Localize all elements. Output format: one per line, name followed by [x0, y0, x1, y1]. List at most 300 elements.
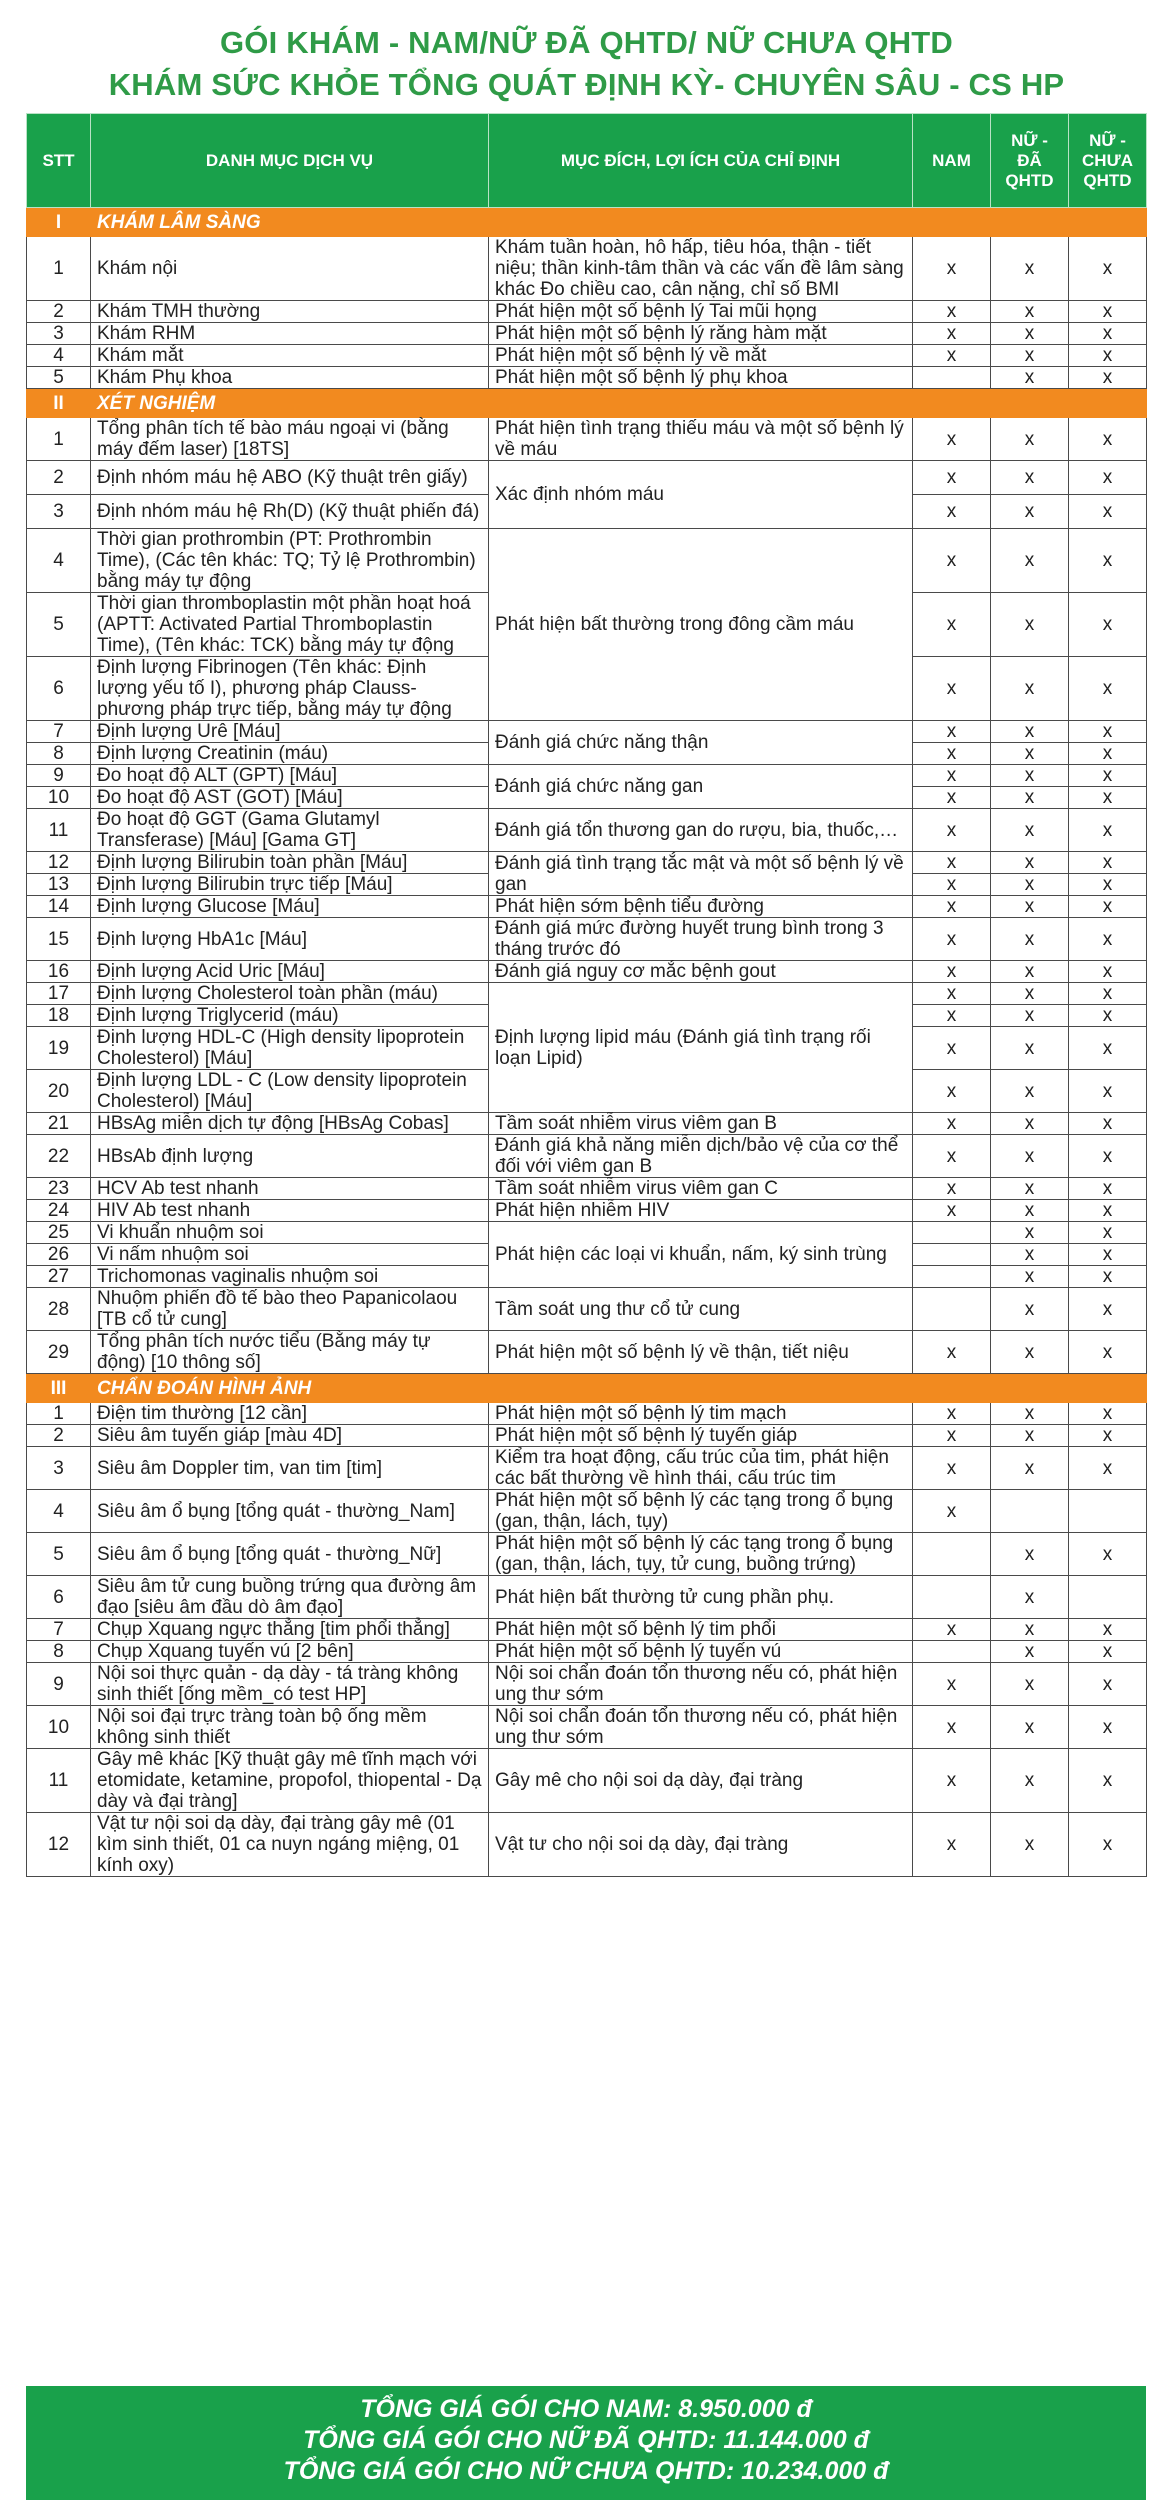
mark-nam: x	[913, 345, 991, 367]
service-purpose: Định lượng lipid máu (Đánh giá tình trạng rối loạn Lipid)	[489, 983, 913, 1113]
table-row	[27, 345, 1147, 367]
mark-nam: x	[913, 1027, 991, 1070]
service-name: Thời gian prothrombin (PT: Prothrombin Time), (Các tên khác: TQ; Tỷ lệ Prothrombin) bằng máy tự động	[91, 529, 489, 593]
mark-nam: x	[913, 809, 991, 852]
service-name: Nội soi thực quản - dạ dày - tá tràng không sinh thiết [ống mềm_có test HP]	[91, 1663, 489, 1706]
row-number: 19	[27, 1027, 91, 1070]
service-purpose: Phát hiện một số bệnh lý tuyến vú	[489, 1641, 913, 1663]
mark-nu-chua: x	[1069, 367, 1147, 389]
mark-nu-da: x	[991, 961, 1069, 983]
mark-nu-da: x	[991, 461, 1069, 495]
mark-nu-da: x	[991, 301, 1069, 323]
mark-nam	[913, 1244, 991, 1266]
table-row	[27, 918, 1147, 961]
row-number: 15	[27, 918, 91, 961]
table-row	[27, 1222, 1147, 1244]
mark-nu-da: x	[991, 1070, 1069, 1113]
mark-nu-da: x	[991, 787, 1069, 809]
mark-nu-da: x	[991, 1331, 1069, 1374]
mark-nu-chua: x	[1069, 1447, 1147, 1490]
mark-nu-da: x	[991, 1200, 1069, 1222]
table-row	[27, 1288, 1147, 1331]
service-purpose: Đánh giá chức năng gan	[489, 765, 913, 809]
service-name: Chụp Xquang ngực thẳng [tim phổi thẳng]	[91, 1619, 489, 1641]
row-number: 4	[27, 1490, 91, 1533]
mark-nu-chua: x	[1069, 809, 1147, 852]
service-purpose: Đánh giá tình trạng tắc mật và một số bệnh lý về gan	[489, 852, 913, 896]
mark-nam: x	[913, 721, 991, 743]
row-number: 1	[27, 237, 91, 301]
mark-nu-da: x	[991, 418, 1069, 461]
mark-nu-da: x	[991, 765, 1069, 787]
mark-nam: x	[913, 1070, 991, 1113]
mark-nu-chua: x	[1069, 1331, 1147, 1374]
mark-nam: x	[913, 896, 991, 918]
table-row	[27, 1641, 1147, 1663]
row-number: 5	[27, 1533, 91, 1576]
mark-nu-chua: x	[1069, 1070, 1147, 1113]
mark-nu-da: x	[991, 657, 1069, 721]
mark-nu-chua	[1069, 1490, 1147, 1533]
mark-nam: x	[913, 529, 991, 593]
mark-nu-chua: x	[1069, 1222, 1147, 1244]
table-row	[27, 1447, 1147, 1490]
mark-nu-chua: x	[1069, 1244, 1147, 1266]
row-number: 25	[27, 1222, 91, 1244]
title-line-2: KHÁM SỨC KHỎE TỔNG QUÁT ĐỊNH KỲ- CHUYÊN SÂU - CS HP	[108, 67, 1065, 102]
mark-nu-chua: x	[1069, 1200, 1147, 1222]
row-number: 3	[27, 495, 91, 529]
service-purpose: Nội soi chẩn đoán tổn thương nếu có, phát hiện ung thư sớm	[489, 1663, 913, 1706]
row-number: 1	[27, 1403, 91, 1425]
service-purpose: Phát hiện bất thường trong đông cầm máu	[489, 529, 913, 721]
service-purpose: Phát hiện một số bệnh lý các tạng trong ổ bụng (gan, thận, lách, tụy, tử cung, buồng trứng)	[489, 1533, 913, 1576]
table-row	[27, 367, 1147, 389]
mark-nam: x	[913, 657, 991, 721]
mark-nam: x	[913, 1135, 991, 1178]
service-name: HIV Ab test nhanh	[91, 1200, 489, 1222]
service-purpose: Tầm soát nhiễm virus viêm gan C	[489, 1178, 913, 1200]
service-name: Định lượng Bilirubin toàn phần [Máu]	[91, 852, 489, 874]
service-name: Định lượng Bilirubin trực tiếp [Máu]	[91, 874, 489, 896]
service-name: Định nhóm máu hệ Rh(D) (Kỹ thuật phiến đá)	[91, 495, 489, 529]
mark-nam: x	[913, 765, 991, 787]
mark-nam: x	[913, 1813, 991, 1877]
table-row	[27, 1490, 1147, 1533]
service-name: Khám Phụ khoa	[91, 367, 489, 389]
service-name: Trichomonas vaginalis nhuộm soi	[91, 1266, 489, 1288]
table-row	[27, 237, 1147, 301]
mark-nu-da: x	[991, 323, 1069, 345]
service-purpose: Phát hiện một số bệnh lý về thận, tiết niệu	[489, 1331, 913, 1374]
service-name: Khám RHM	[91, 323, 489, 345]
table-row	[27, 1331, 1147, 1374]
row-number: 24	[27, 1200, 91, 1222]
mark-nu-da: x	[991, 1576, 1069, 1619]
table-row	[27, 1663, 1147, 1706]
row-number: 28	[27, 1288, 91, 1331]
row-number: 23	[27, 1178, 91, 1200]
table-row	[27, 1425, 1147, 1447]
service-purpose: Phát hiện một số bệnh lý tuyến giáp	[489, 1425, 913, 1447]
section-row	[27, 208, 1147, 237]
table-row	[27, 1178, 1147, 1200]
service-name: Định lượng Cholesterol toàn phần (máu)	[91, 983, 489, 1005]
mark-nu-chua: x	[1069, 721, 1147, 743]
service-purpose: Đánh giá chức năng thận	[489, 721, 913, 765]
service-name: Định nhóm máu hệ ABO (Kỹ thuật trên giấy)	[91, 461, 489, 495]
row-number: 5	[27, 593, 91, 657]
mark-nam: x	[913, 1331, 991, 1374]
mark-nam: x	[913, 961, 991, 983]
table-row	[27, 1113, 1147, 1135]
service-purpose: Xác định nhóm máu	[489, 461, 913, 529]
mark-nu-da: x	[991, 809, 1069, 852]
service-purpose: Đánh giá mức đường huyết trung bình trong 3 tháng trước đó	[489, 918, 913, 961]
row-number: 2	[27, 301, 91, 323]
mark-nu-chua: x	[1069, 418, 1147, 461]
service-name: Siêu âm Doppler tim, van tim [tim]	[91, 1447, 489, 1490]
table-row	[27, 301, 1147, 323]
service-name: Định lượng LDL - C (Low density lipoprotein Cholesterol) [Máu]	[91, 1070, 489, 1113]
mark-nu-da: x	[991, 1425, 1069, 1447]
service-name: Định lượng HbA1c [Máu]	[91, 918, 489, 961]
table-row	[27, 529, 1147, 593]
mark-nam: x	[913, 918, 991, 961]
mark-nam: x	[913, 787, 991, 809]
service-name: Nhuộm phiến đồ tế bào theo Papanicolaou [TB cổ tử cung]	[91, 1288, 489, 1331]
mark-nam: x	[913, 495, 991, 529]
col-header-nu-chua-qhtd: NỮ - CHƯA QHTD	[1069, 114, 1147, 208]
service-name: Thời gian thromboplastin một phần hoạt hoá (APTT: Activated Partial Thromboplastin Time), (Tên khác: TCK) bằng máy tự động	[91, 593, 489, 657]
mark-nu-chua: x	[1069, 961, 1147, 983]
mark-nu-da: x	[991, 1447, 1069, 1490]
mark-nu-chua: x	[1069, 1425, 1147, 1447]
mark-nu-chua: x	[1069, 237, 1147, 301]
mark-nu-chua: x	[1069, 765, 1147, 787]
service-name: Định lượng Urê [Máu]	[91, 721, 489, 743]
mark-nu-da: x	[991, 721, 1069, 743]
section-title: XÉT NGHIỆM	[91, 389, 1147, 418]
section-row	[27, 1374, 1147, 1403]
table-row	[27, 1533, 1147, 1576]
row-number: 3	[27, 323, 91, 345]
service-name: Khám TMH thường	[91, 301, 489, 323]
mark-nu-chua: x	[1069, 1619, 1147, 1641]
mark-nam: x	[913, 323, 991, 345]
service-name: Siêu âm ổ bụng [tổng quát - thường_Nam]	[91, 1490, 489, 1533]
service-purpose: Phát hiện một số bệnh lý tim phổi	[489, 1619, 913, 1641]
mark-nu-da: x	[991, 1222, 1069, 1244]
mark-nam	[913, 1288, 991, 1331]
row-number: 1	[27, 418, 91, 461]
row-number: 10	[27, 787, 91, 809]
row-number: 12	[27, 852, 91, 874]
service-name: Định lượng HDL-C (High density lipoprotein Cholesterol) [Máu]	[91, 1027, 489, 1070]
section-number: II	[27, 389, 91, 418]
mark-nam	[913, 1222, 991, 1244]
table-row	[27, 1200, 1147, 1222]
mark-nu-da: x	[991, 495, 1069, 529]
mark-nu-da: x	[991, 1813, 1069, 1877]
section-title: KHÁM LÂM SÀNG	[91, 208, 1147, 237]
mark-nu-da	[991, 1490, 1069, 1533]
mark-nam: x	[913, 1663, 991, 1706]
mark-nu-da: x	[991, 367, 1069, 389]
mark-nu-da: x	[991, 1244, 1069, 1266]
service-purpose: Tầm soát ung thư cổ tử cung	[489, 1288, 913, 1331]
service-purpose: Đánh giá tổn thương gan do rượu, bia, thuốc,…	[489, 809, 913, 852]
row-number: 2	[27, 461, 91, 495]
service-name: HBsAb định lượng	[91, 1135, 489, 1178]
service-name: Tổng phân tích nước tiểu (Bằng máy tự động) [10 thông số]	[91, 1331, 489, 1374]
row-number: 4	[27, 529, 91, 593]
row-number: 14	[27, 896, 91, 918]
col-header-purpose: MỤC ĐÍCH, LỢI ÍCH CỦA CHỈ ĐỊNH	[489, 114, 913, 208]
service-name: Đo hoạt độ GGT (Gama Glutamyl Transferase) [Máu] [Gama GT]	[91, 809, 489, 852]
table-row	[27, 1135, 1147, 1178]
service-purpose: Phát hiện một số bệnh lý tim mạch	[489, 1403, 913, 1425]
service-name: Vi nấm nhuộm soi	[91, 1244, 489, 1266]
service-name: Tổng phân tích tế bào máu ngoại vi (bằng máy đếm laser) [18TS]	[91, 418, 489, 461]
row-number: 17	[27, 983, 91, 1005]
service-purpose: Tầm soát nhiễm virus viêm gan B	[489, 1113, 913, 1135]
service-name: Điện tim thường [12 cần]	[91, 1403, 489, 1425]
service-name: HCV Ab test nhanh	[91, 1178, 489, 1200]
service-name: Khám nội	[91, 237, 489, 301]
table-row	[27, 765, 1147, 787]
service-purpose: Phát hiện nhiễm HIV	[489, 1200, 913, 1222]
mark-nu-chua: x	[1069, 495, 1147, 529]
mark-nu-chua: x	[1069, 1288, 1147, 1331]
mark-nam: x	[913, 301, 991, 323]
service-purpose: Gây mê cho nội soi dạ dày, đại tràng	[489, 1749, 913, 1813]
mark-nu-chua: x	[1069, 1706, 1147, 1749]
mark-nu-da: x	[991, 1266, 1069, 1288]
row-number: 3	[27, 1447, 91, 1490]
title-line-1: GÓI KHÁM - NAM/NỮ ĐÃ QHTD/ NỮ CHƯA QHTD	[219, 25, 954, 60]
mark-nam: x	[913, 237, 991, 301]
service-name: Gây mê khác [Kỹ thuật gây mê tĩnh mạch với etomidate, ketamine, propofol, thiopental - Dạ dày và đại tràng]	[91, 1749, 489, 1813]
mark-nu-chua	[1069, 1576, 1147, 1619]
mark-nu-chua: x	[1069, 301, 1147, 323]
row-number: 26	[27, 1244, 91, 1266]
mark-nu-chua: x	[1069, 852, 1147, 874]
table-row	[27, 721, 1147, 743]
mark-nu-chua: x	[1069, 1403, 1147, 1425]
table-row	[27, 1813, 1147, 1877]
mark-nu-da: x	[991, 918, 1069, 961]
price-female-qhtd: TỔNG GIÁ GÓI CHO NỮ ĐÃ QHTD: 11.144.000 đ	[303, 2426, 869, 2454]
mark-nam: x	[913, 1005, 991, 1027]
mark-nu-chua: x	[1069, 896, 1147, 918]
mark-nam: x	[913, 1425, 991, 1447]
table-row	[27, 1706, 1147, 1749]
row-number: 6	[27, 1576, 91, 1619]
row-number: 21	[27, 1113, 91, 1135]
service-purpose: Phát hiện sớm bệnh tiểu đường	[489, 896, 913, 918]
service-purpose: Phát hiện các loại vi khuẩn, nấm, ký sinh trùng	[489, 1222, 913, 1288]
service-purpose: Phát hiện một số bệnh lý Tai mũi họng	[489, 301, 913, 323]
service-table	[26, 113, 1147, 1877]
row-number: 10	[27, 1706, 91, 1749]
section-title: CHẨN ĐOÁN HÌNH ẢNH	[91, 1374, 1147, 1403]
service-name: Định lượng Fibrinogen (Tên khác: Định lượng yếu tố I), phương pháp Clauss- phương pháp trực tiếp, bằng máy tự động	[91, 657, 489, 721]
mark-nu-da: x	[991, 896, 1069, 918]
table-row	[27, 983, 1147, 1005]
mark-nu-chua: x	[1069, 1533, 1147, 1576]
mark-nu-da: x	[991, 1005, 1069, 1027]
row-number: 8	[27, 743, 91, 765]
col-header-nu-da-qhtd: NỮ - ĐÃ QHTD	[991, 114, 1069, 208]
row-number: 29	[27, 1331, 91, 1374]
mark-nam: x	[913, 1749, 991, 1813]
mark-nu-da: x	[991, 1663, 1069, 1706]
service-name: Đo hoạt độ ALT (GPT) [Máu]	[91, 765, 489, 787]
mark-nu-chua: x	[1069, 1663, 1147, 1706]
row-number: 13	[27, 874, 91, 896]
mark-nu-chua: x	[1069, 1178, 1147, 1200]
service-name: Chụp Xquang tuyến vú [2 bên]	[91, 1641, 489, 1663]
mark-nu-da: x	[991, 1641, 1069, 1663]
service-purpose: Đánh giá khả năng miễn dịch/bảo vệ của cơ thể đối với viêm gan B	[489, 1135, 913, 1178]
mark-nu-chua: x	[1069, 1027, 1147, 1070]
mark-nu-da: x	[991, 1027, 1069, 1070]
mark-nu-chua: x	[1069, 1641, 1147, 1663]
row-number: 9	[27, 1663, 91, 1706]
row-number: 11	[27, 1749, 91, 1813]
mark-nam	[913, 1576, 991, 1619]
mark-nu-da: x	[991, 1533, 1069, 1576]
row-number: 7	[27, 1619, 91, 1641]
mark-nu-da: x	[991, 1178, 1069, 1200]
mark-nam: x	[913, 852, 991, 874]
mark-nam: x	[913, 983, 991, 1005]
mark-nam: x	[913, 593, 991, 657]
mark-nam: x	[913, 418, 991, 461]
mark-nu-da: x	[991, 237, 1069, 301]
row-number: 8	[27, 1641, 91, 1663]
mark-nam	[913, 1266, 991, 1288]
service-name: Vật tư nội soi dạ dày, đại tràng gây mê (01 kìm sinh thiết, 01 ca nuyn ngáng miệng, 01 kính oxy)	[91, 1813, 489, 1877]
table-row	[27, 1749, 1147, 1813]
service-purpose: Đánh giá nguy cơ mắc bệnh gout	[489, 961, 913, 983]
mark-nu-chua: x	[1069, 461, 1147, 495]
mark-nu-chua: x	[1069, 1005, 1147, 1027]
table-row	[27, 1576, 1147, 1619]
mark-nam	[913, 1533, 991, 1576]
mark-nu-da: x	[991, 852, 1069, 874]
table-row	[27, 896, 1147, 918]
mark-nu-da: x	[991, 529, 1069, 593]
service-purpose: Phát hiện một số bệnh lý răng hàm mặt	[489, 323, 913, 345]
mark-nam: x	[913, 1619, 991, 1641]
mark-nu-da: x	[991, 983, 1069, 1005]
mark-nu-chua: x	[1069, 1749, 1147, 1813]
mark-nu-chua: x	[1069, 1135, 1147, 1178]
mark-nam: x	[913, 1200, 991, 1222]
section-number: I	[27, 208, 91, 237]
section-number: III	[27, 1374, 91, 1403]
price-male: TỔNG GIÁ GÓI CHO NAM: 8.950.000 đ	[360, 2395, 812, 2423]
service-name: Định lượng Triglycerid (máu)	[91, 1005, 489, 1027]
service-name: Định lượng Creatinin (máu)	[91, 743, 489, 765]
table-row	[27, 418, 1147, 461]
row-number: 20	[27, 1070, 91, 1113]
mark-nam: x	[913, 461, 991, 495]
mark-nu-chua: x	[1069, 743, 1147, 765]
mark-nu-chua: x	[1069, 1113, 1147, 1135]
service-name: Định lượng Glucose [Máu]	[91, 896, 489, 918]
row-number: 16	[27, 961, 91, 983]
mark-nam: x	[913, 1178, 991, 1200]
table-row	[27, 461, 1147, 495]
mark-nu-da: x	[991, 1619, 1069, 1641]
mark-nu-da: x	[991, 1403, 1069, 1425]
row-number: 6	[27, 657, 91, 721]
mark-nu-chua: x	[1069, 657, 1147, 721]
table-row	[27, 852, 1147, 874]
col-header-stt: STT	[27, 114, 91, 208]
table-row	[27, 1619, 1147, 1641]
mark-nu-da: x	[991, 1135, 1069, 1178]
row-number: 2	[27, 1425, 91, 1447]
mark-nu-da: x	[991, 1113, 1069, 1135]
mark-nam: x	[913, 743, 991, 765]
mark-nu-chua: x	[1069, 874, 1147, 896]
service-name: HBsAg miễn dịch tự động [HBsAg Cobas]	[91, 1113, 489, 1135]
mark-nu-chua: x	[1069, 983, 1147, 1005]
table-header-row	[27, 114, 1147, 208]
row-number: 7	[27, 721, 91, 743]
service-purpose: Phát hiện một số bệnh lý các tạng trong ổ bụng (gan, thận, lách, tụy)	[489, 1490, 913, 1533]
service-name: Khám mắt	[91, 345, 489, 367]
service-name: Đo hoạt độ AST (GOT) [Máu]	[91, 787, 489, 809]
mark-nam: x	[913, 1490, 991, 1533]
service-name: Vi khuẩn nhuộm soi	[91, 1222, 489, 1244]
mark-nam: x	[913, 1403, 991, 1425]
price-summary	[26, 2386, 1146, 2500]
col-header-service: DANH MỤC DỊCH VỤ	[91, 114, 489, 208]
col-header-nam: NAM	[913, 114, 991, 208]
table-row	[27, 323, 1147, 345]
mark-nu-da: x	[991, 743, 1069, 765]
mark-nam: x	[913, 1113, 991, 1135]
mark-nam	[913, 1641, 991, 1663]
price-female-no-qhtd: TỔNG GIÁ GÓI CHO NỮ CHƯA QHTD: 10.234.000 đ	[283, 2457, 889, 2485]
table-body	[27, 208, 1147, 1877]
mark-nu-chua: x	[1069, 593, 1147, 657]
service-purpose: Vật tư cho nội soi dạ dày, đại tràng	[489, 1813, 913, 1877]
service-purpose: Phát hiện một số bệnh lý phụ khoa	[489, 367, 913, 389]
row-number: 4	[27, 345, 91, 367]
mark-nu-chua: x	[1069, 787, 1147, 809]
row-number: 18	[27, 1005, 91, 1027]
row-number: 12	[27, 1813, 91, 1877]
service-purpose: Kiểm tra hoạt động, cấu trúc của tim, phát hiện các bất thường về hình thái, cấu trúc tim	[489, 1447, 913, 1490]
service-name: Siêu âm tử cung buồng trứng qua đường âm đạo [siêu âm đầu dò âm đạo]	[91, 1576, 489, 1619]
mark-nam: x	[913, 1447, 991, 1490]
service-name: Siêu âm ổ bụng [tổng quát - thường_Nữ]	[91, 1533, 489, 1576]
page-title	[0, 0, 1173, 114]
mark-nu-chua: x	[1069, 918, 1147, 961]
mark-nam: x	[913, 1706, 991, 1749]
mark-nu-chua: x	[1069, 1266, 1147, 1288]
mark-nu-chua: x	[1069, 1813, 1147, 1877]
mark-nu-da: x	[991, 593, 1069, 657]
service-name: Siêu âm tuyến giáp [màu 4D]	[91, 1425, 489, 1447]
row-number: 22	[27, 1135, 91, 1178]
